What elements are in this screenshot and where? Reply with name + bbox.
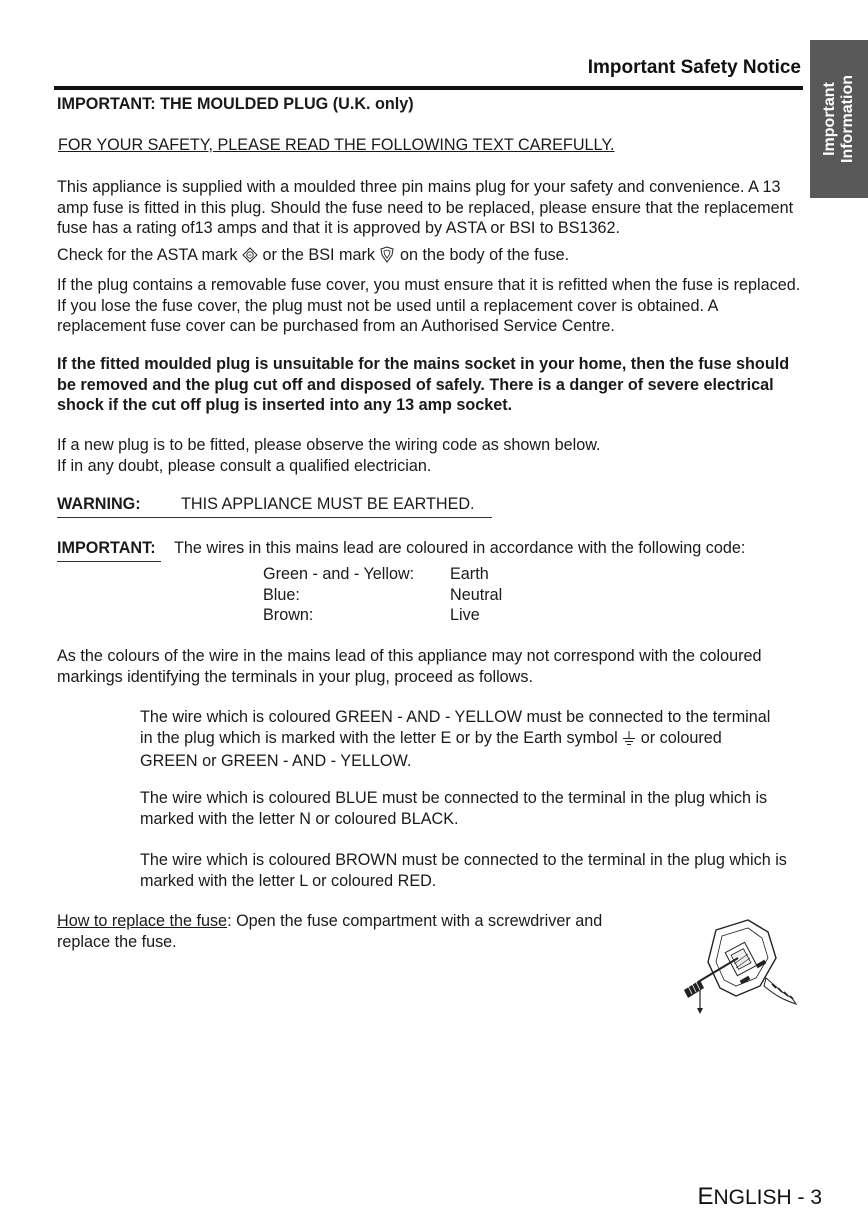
fuse-replace-text: : Open the fuse compartment with a screwdriver and replace the fuse. (57, 912, 603, 951)
instruction-green (140, 707, 780, 772)
colours-paragraph: As the colours of the wire in the mains lead of this appliance may not correspond with the coloured markings identifying the terminals in your plug, proceed as follows. (57, 647, 762, 686)
important-label: IMPORTANT: (57, 539, 156, 557)
page-number-label (697, 1183, 822, 1211)
wire-colour: Brown: (263, 606, 314, 624)
new-plug-line-2: If in any doubt, please consult a qualified electrician. (57, 457, 432, 475)
wire-code-row (263, 605, 502, 626)
wire-colour: Green - and - Yellow: (263, 565, 415, 583)
earth-symbol-icon (622, 731, 636, 752)
check-text-1: Check for the ASTA mark (57, 246, 238, 264)
safety-banner: FOR YOUR SAFETY, PLEASE READ THE FOLLOWING TEXT CAREFULLY. (58, 136, 615, 154)
side-tab-line1: Important (821, 82, 838, 156)
new-plug-line-1: If a new plug is to be fitted, please observe the wiring code as shown below. (57, 436, 601, 454)
instruction-brown: The wire which is coloured BROWN must be connected to the terminal in the plug which is marked with the letter L or coloured RED. (140, 851, 787, 890)
bold-warning-paragraph: If the fitted moulded plug is unsuitable for the mains socket in your home, then the fuse should be removed and the plug cut off and disposed of safely. There is a danger of severe electrical shock if the cut off plug is inserted into any 13 amp socket. (57, 355, 790, 414)
wire-code-row (263, 564, 502, 585)
wire-code-row (263, 585, 502, 606)
important-underline (57, 561, 161, 562)
plug-fuse-screwdriver-icon (676, 918, 802, 1018)
fuse-replace-link: How to replace the fuse (57, 912, 228, 930)
page-header-title: Important Safety Notice (587, 57, 801, 78)
check-text-2: or the BSI mark (262, 246, 375, 264)
check-text-3: on the body of the fuse. (399, 246, 570, 264)
wire-function: Earth (450, 565, 489, 583)
important-text: The wires in this mains lead are coloured in accordance with the following code: (174, 539, 746, 557)
fuse-cover-paragraph: If the plug contains a removable fuse cover, you must ensure that it is refitted when the fuse is replaced. If you lose the fuse cover, the plug must not be used until a replacement cover is obtained. A replacement fuse cover can be purchased from an Authorised Service Centre. (57, 276, 801, 335)
section-heading: IMPORTANT: THE MOULDED PLUG (U.K. only) (57, 95, 414, 113)
side-tab (810, 40, 868, 198)
side-tab-label (821, 75, 857, 163)
wire-function: Live (450, 606, 480, 624)
page-label-initial: E (697, 1183, 714, 1210)
wire-colour: Blue: (263, 585, 300, 604)
check-marks-line (57, 245, 569, 269)
fuse-replace-paragraph (57, 911, 655, 952)
wire-code-table (263, 564, 502, 626)
instruction-blue: The wire which is coloured BLUE must be connected to the terminal in the plug which is marked with the letter N or coloured BLACK. (140, 789, 768, 828)
page-label-rest: NGLISH - 3 (713, 1186, 822, 1209)
side-tab-line2: Information (839, 75, 856, 163)
wire-function: Neutral (450, 585, 503, 604)
warning-text: THIS APPLIANCE MUST BE EARTHED. (181, 495, 475, 513)
bsi-kitemark-icon (379, 246, 395, 269)
header-rule (54, 86, 803, 90)
warning-underline (57, 517, 492, 518)
instruction-green-text-2: or coloured GREEN or GREEN - AND - YELLOW. (140, 728, 722, 770)
intro-paragraph: This appliance is supplied with a moulded three pin mains plug for your safety and convenience. A 13 amp fuse is fitted in this plug. Should the fuse need to be replaced, please ensure that the replacement fuse has a rating of13 amps and that it is approved by ASTA or BSI to BS1362. (57, 178, 794, 237)
warning-label: WARNING: (57, 495, 141, 513)
instruction-green-text-1: The wire which is coloured GREEN - AND - YELLOW must be connected to the terminal in the plug which is marked with the letter E or by the Earth symbol (140, 708, 771, 747)
asta-mark-icon (242, 247, 258, 269)
